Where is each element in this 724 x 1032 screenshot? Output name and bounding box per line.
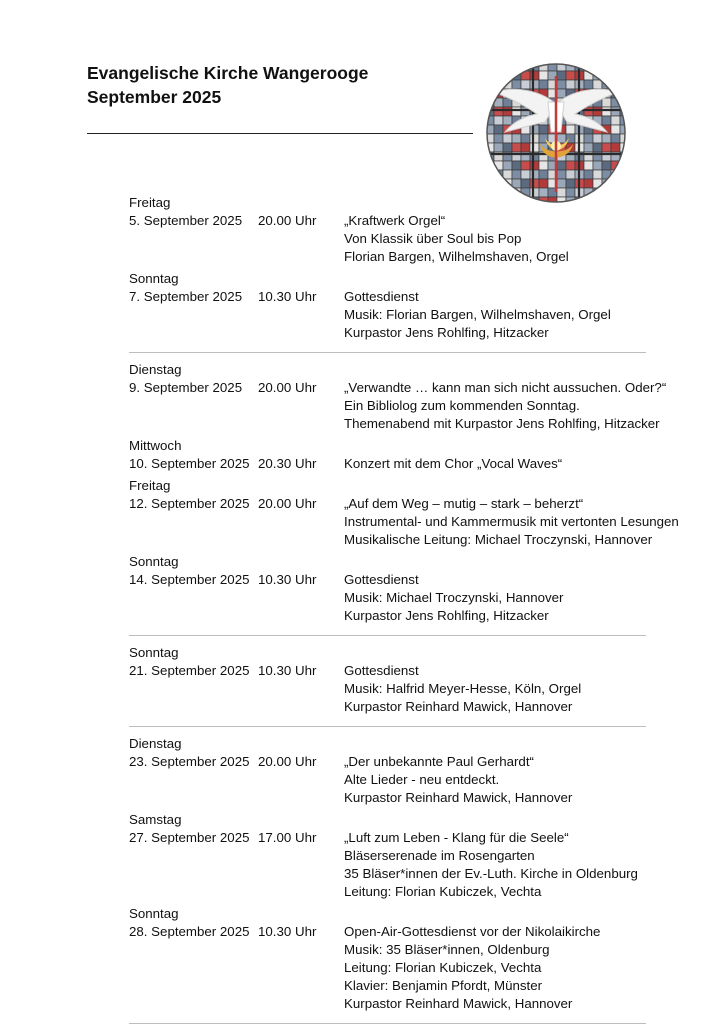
event-description-line: Gottesdienst bbox=[344, 572, 419, 587]
event-description-line: „Auf dem Weg – mutig – stark – beherzt“ bbox=[344, 496, 584, 511]
event-description-line: 35 Bläser*innen der Ev.-Luth. Kirche in Oldenburg bbox=[344, 866, 638, 881]
event-date: 14. September 2025 bbox=[129, 572, 250, 587]
event-time: 20.00 Uhr bbox=[258, 754, 317, 769]
event-date: 23. September 2025 bbox=[129, 754, 250, 769]
event-description-line: Konzert mit dem Chor „Vocal Waves“ bbox=[344, 456, 563, 471]
event-entry bbox=[129, 553, 649, 625]
event-description-line: Kurpastor Reinhard Mawick, Hannover bbox=[344, 790, 573, 805]
event-time: 17.00 Uhr bbox=[258, 830, 317, 845]
event-weekday: Freitag bbox=[129, 195, 171, 210]
event-description-line: Ein Bibliolog zum kommenden Sonntag. bbox=[344, 398, 580, 413]
event-description-line: Open-Air-Gottesdienst vor der Nikolaikirche bbox=[344, 924, 601, 939]
event-description-line: Gottesdienst bbox=[344, 289, 419, 304]
event-description bbox=[344, 662, 649, 716]
event-description bbox=[344, 379, 667, 433]
event-date: 28. September 2025 bbox=[129, 924, 250, 939]
event-description-line: Leitung: Florian Kubiczek, Vechta bbox=[344, 960, 542, 975]
section-divider bbox=[129, 352, 646, 353]
event-weekday: Mittwoch bbox=[129, 438, 182, 453]
event-entry bbox=[129, 477, 679, 549]
event-entry bbox=[129, 270, 649, 342]
title-church: Evangelische Kirche Wangerooge bbox=[87, 63, 369, 83]
event-weekday: Dienstag bbox=[129, 362, 182, 377]
event-description bbox=[344, 753, 649, 807]
page-title bbox=[87, 61, 368, 109]
event-description-line: Kurpastor Jens Rohlfing, Hitzacker bbox=[344, 608, 549, 623]
event-description-line: Instrumental- und Kammermusik mit vertonten Lesungen bbox=[344, 514, 679, 529]
title-divider bbox=[87, 133, 473, 134]
event-description-line: Musik: 35 Bläser*innen, Oldenburg bbox=[344, 942, 550, 957]
event-time: 20.00 Uhr bbox=[258, 496, 317, 511]
event-entry bbox=[129, 194, 649, 266]
event-description-line: Musik: Michael Troczynski, Hannover bbox=[344, 590, 564, 605]
event-time: 10.30 Uhr bbox=[258, 572, 317, 587]
event-description-line: Florian Bargen, Wilhelmshaven, Orgel bbox=[344, 249, 569, 264]
event-date: 9. September 2025 bbox=[129, 380, 243, 395]
event-description bbox=[344, 829, 649, 901]
event-description-line: Alte Lieder - neu entdeckt. bbox=[344, 772, 500, 787]
event-description-line: Musik: Halfrid Meyer-Hesse, Köln, Orgel bbox=[344, 681, 582, 696]
event-entry bbox=[129, 361, 667, 433]
event-description-line: Gottesdienst bbox=[344, 663, 419, 678]
event-time: 10.30 Uhr bbox=[258, 289, 317, 304]
event-description-line: „Kraftwerk Orgel“ bbox=[344, 213, 446, 228]
event-description bbox=[344, 455, 649, 473]
event-date: 10. September 2025 bbox=[129, 456, 250, 471]
event-date: 12. September 2025 bbox=[129, 496, 250, 511]
event-description-line: Musikalische Leitung: Michael Troczynski, Hannover bbox=[344, 532, 653, 547]
event-weekday: Freitag bbox=[129, 478, 171, 493]
event-entry bbox=[129, 644, 649, 716]
event-description-line: Kurpastor Jens Rohlfing, Hitzacker bbox=[344, 325, 549, 340]
event-description-line: „Der unbekannte Paul Gerhardt“ bbox=[344, 754, 534, 769]
event-entry bbox=[129, 811, 649, 901]
event-description-line: Kurpastor Reinhard Mawick, Hannover bbox=[344, 699, 573, 714]
event-description-line: Bläserserenade im Rosengarten bbox=[344, 848, 535, 863]
event-description bbox=[344, 571, 649, 625]
event-weekday: Samstag bbox=[129, 812, 182, 827]
event-description-line: Klavier: Benjamin Pfordt, Münster bbox=[344, 978, 543, 993]
event-weekday: Sonntag bbox=[129, 554, 179, 569]
event-description bbox=[344, 923, 649, 1013]
event-weekday: Sonntag bbox=[129, 645, 179, 660]
event-time: 20.30 Uhr bbox=[258, 456, 317, 471]
event-description-line: Musik: Florian Bargen, Wilhelmshaven, Orgel bbox=[344, 307, 611, 322]
event-weekday: Dienstag bbox=[129, 736, 182, 751]
event-description bbox=[344, 495, 679, 549]
event-description bbox=[344, 212, 649, 266]
event-entry bbox=[129, 437, 649, 473]
event-time: 20.00 Uhr bbox=[258, 213, 317, 228]
event-time: 10.30 Uhr bbox=[258, 924, 317, 939]
event-description-line: Von Klassik über Soul bis Pop bbox=[344, 231, 522, 246]
event-entry bbox=[129, 735, 649, 807]
event-weekday: Sonntag bbox=[129, 271, 179, 286]
stained-glass-dove-image bbox=[485, 62, 627, 204]
event-description-line: Leitung: Florian Kubiczek, Vechta bbox=[344, 884, 542, 899]
event-description-line: „Luft zum Leben - Klang für die Seele“ bbox=[344, 830, 569, 845]
event-date: 21. September 2025 bbox=[129, 663, 250, 678]
event-description-line: Kurpastor Reinhard Mawick, Hannover bbox=[344, 996, 573, 1011]
event-entry bbox=[129, 905, 649, 1013]
event-date: 5. September 2025 bbox=[129, 213, 243, 228]
event-date: 7. September 2025 bbox=[129, 289, 243, 304]
event-time: 10.30 Uhr bbox=[258, 663, 317, 678]
event-weekday: Sonntag bbox=[129, 906, 179, 921]
event-description-line: Themenabend mit Kurpastor Jens Rohlfing, Hitzacker bbox=[344, 416, 660, 431]
event-date: 27. September 2025 bbox=[129, 830, 250, 845]
event-description-line: „Verwandte … kann man sich nicht aussuchen. Oder?“ bbox=[344, 380, 667, 395]
title-month: September 2025 bbox=[87, 87, 222, 107]
event-list bbox=[129, 194, 679, 1032]
section-divider bbox=[129, 726, 646, 727]
section-divider bbox=[129, 635, 646, 636]
event-time: 20.00 Uhr bbox=[258, 380, 317, 395]
event-description bbox=[344, 288, 649, 342]
